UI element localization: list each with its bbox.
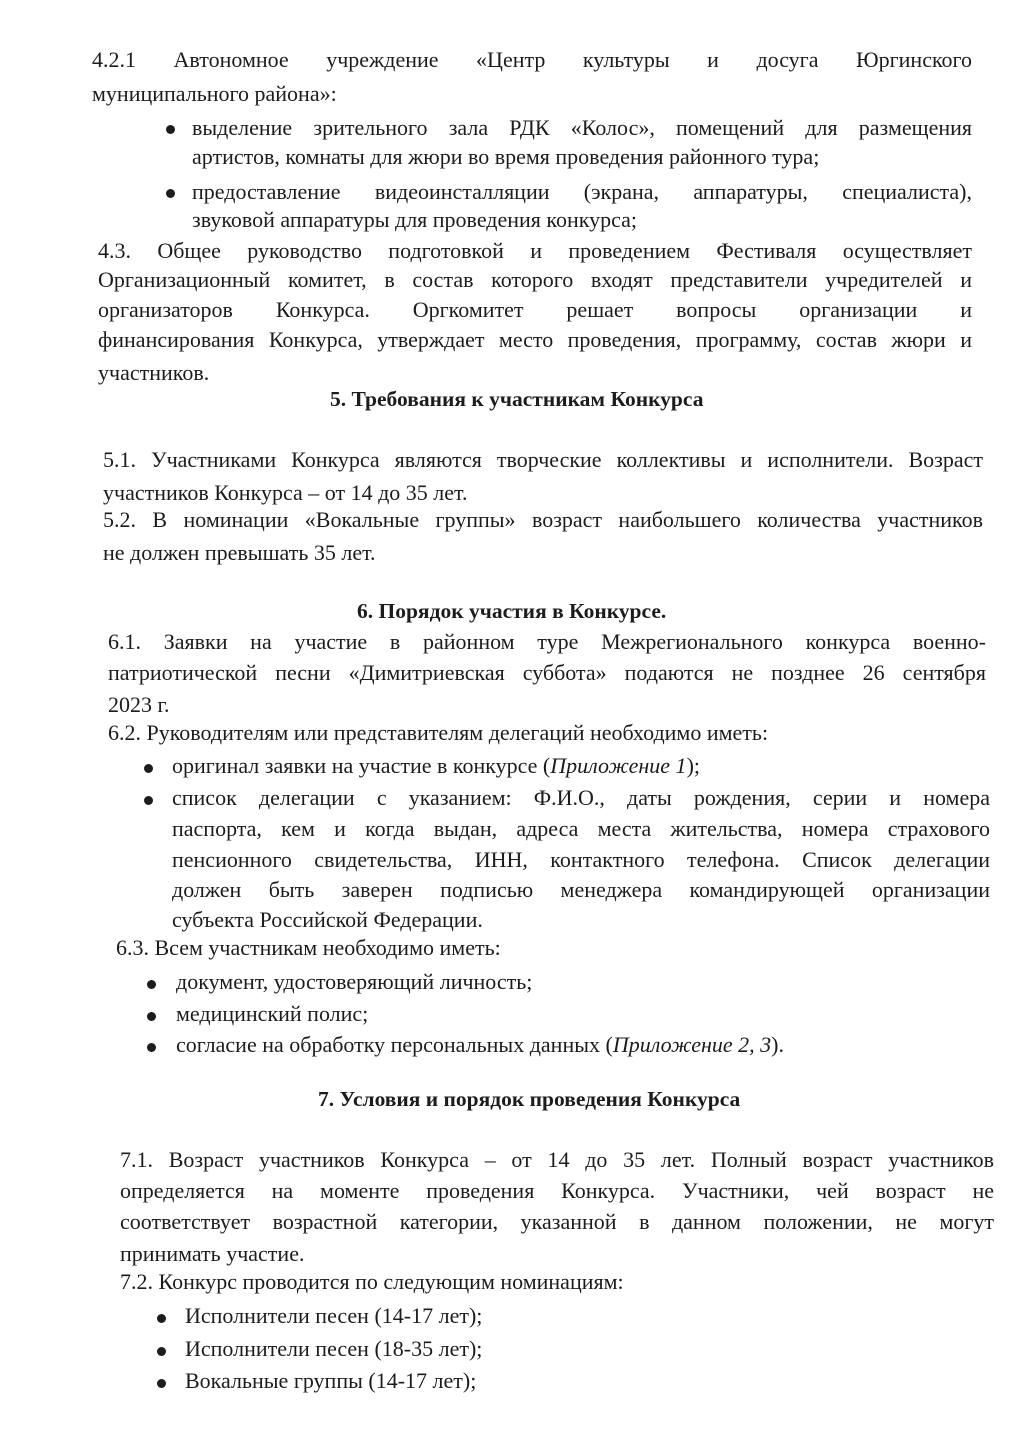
bullet-icon <box>147 1043 156 1052</box>
list-item-text: пенсионного свидетельства, ИНН, контактного телефона. Список делегации <box>172 847 990 872</box>
paragraph-4-3-line: Организационный комитет, в состав которого входят представители учредителей и <box>98 267 972 292</box>
list-item-text: Исполнители песен (14-17 лет); <box>185 1303 483 1328</box>
paragraph-4-3-line: финансирования Конкурса, утверждает место проведения, программу, состав жюри и <box>98 327 972 352</box>
paragraph-7-1-line: принимать участие. <box>120 1241 305 1266</box>
list-item-text-part: оригинал заявки на участие в конкурсе ( <box>172 753 551 778</box>
paragraph-7-1-line: определяется на моменте проведения Конкурса. Участники, чей возраст не <box>120 1178 994 1203</box>
list-item-text <box>176 1031 784 1059</box>
appendix-reference: Приложение 1 <box>550 753 687 778</box>
list-item-text: документ, удостоверяющий личность; <box>176 969 533 994</box>
bullet-icon <box>157 1347 166 1356</box>
paragraph-5-1-line: участников Конкурса – от 14 до 35 лет. <box>103 480 468 505</box>
paragraph-7-1-line: соответствует возрастной категории, указанной в данном положении, не могут <box>120 1209 994 1234</box>
bullet-icon <box>147 980 156 989</box>
paragraph-4-2-1-line: 4.2.1 Автономное учреждение «Центр культуры и досуга Юргинского <box>92 47 972 72</box>
bullet-icon <box>144 796 153 805</box>
paragraph-6-1-line: 6.1. Заявки на участие в районном туре Межрегионального конкурса военно- <box>108 629 986 654</box>
list-item-text: предоставление видеоинсталляции (экрана, аппаратуры, специалиста), <box>192 179 972 204</box>
paragraph-6-1-line: 2023 г. <box>108 692 170 717</box>
appendix-reference: Приложение 2, 3 <box>612 1032 772 1057</box>
list-item-text-part: ). <box>771 1032 784 1057</box>
list-item-text: звуковой аппаратуры для проведения конкурса; <box>192 207 638 232</box>
paragraph-6-3: 6.3. Всем участникам необходимо иметь: <box>116 935 501 960</box>
bullet-icon <box>166 125 175 134</box>
paragraph-4-3-line: 4.3. Общее руководство подготовкой и проведением Фестиваля осуществляет <box>98 238 972 263</box>
list-item-text: список делегации с указанием: Ф.И.О., даты рождения, серии и номера <box>172 785 990 810</box>
paragraph-7-2: 7.2. Конкурс проводится по следующим номинациям: <box>120 1269 624 1294</box>
paragraph-5-1-line: 5.1. Участниками Конкурса являются творческие коллективы и исполнители. Возраст <box>103 447 983 472</box>
bullet-icon <box>157 1379 166 1388</box>
list-item-text: должен быть заверен подписью менеджера командирующей организации <box>172 877 990 902</box>
section-7-heading: 7. Условия и порядок проведения Конкурса <box>318 1087 741 1111</box>
paragraph-6-1-line: патриотической песни «Димитриевская суббота» подаются не позднее 26 сентября <box>108 660 986 685</box>
paragraph-7-1-line: 7.1. Возраст участников Конкурса – от 14 до 35 лет. Полный возраст участников <box>120 1147 994 1172</box>
paragraph-4-3-line: организаторов Конкурса. Оргкомитет решает вопросы организации и <box>98 297 972 322</box>
paragraph-4-2-1-line: муниципального района»: <box>92 81 337 106</box>
section-5-heading: 5. Требования к участникам Конкурса <box>330 387 704 411</box>
bullet-icon <box>166 189 175 198</box>
paragraph-5-2-line: 5.2. В номинации «Вокальные группы» возраст наибольшего количества участников <box>103 507 983 532</box>
paragraph-4-3-line: участников. <box>98 360 210 385</box>
list-item-text <box>172 752 700 780</box>
list-item-text: Исполнители песен (18-35 лет); <box>185 1336 483 1361</box>
list-item-text: паспорта, кем и когда выдан, адреса места жительства, номера страхового <box>172 816 990 841</box>
list-item-text-part: ); <box>686 753 701 778</box>
paragraph-6-2: 6.2. Руководителям или представителям делегаций необходимо иметь: <box>108 720 769 745</box>
list-item-text-part: согласие на обработку персональных данных ( <box>176 1032 613 1057</box>
list-item-text: субъекта Российской Федерации. <box>172 907 483 932</box>
list-item-text: выделение зрительного зала РДК «Колос», помещений для размещения <box>192 115 972 140</box>
bullet-icon <box>144 764 153 773</box>
paragraph-5-2-line: не должен превышать 35 лет. <box>103 540 376 565</box>
list-item-text: Вокальные группы (14-17 лет); <box>185 1368 477 1393</box>
bullet-icon <box>147 1012 156 1021</box>
list-item-text: артистов, комнаты для жюри во время проведения районного тура; <box>192 144 820 169</box>
section-6-heading: 6. Порядок участия в Конкурсе. <box>357 599 667 623</box>
list-item-text: медицинский полис; <box>176 1001 369 1026</box>
bullet-icon <box>157 1314 166 1323</box>
